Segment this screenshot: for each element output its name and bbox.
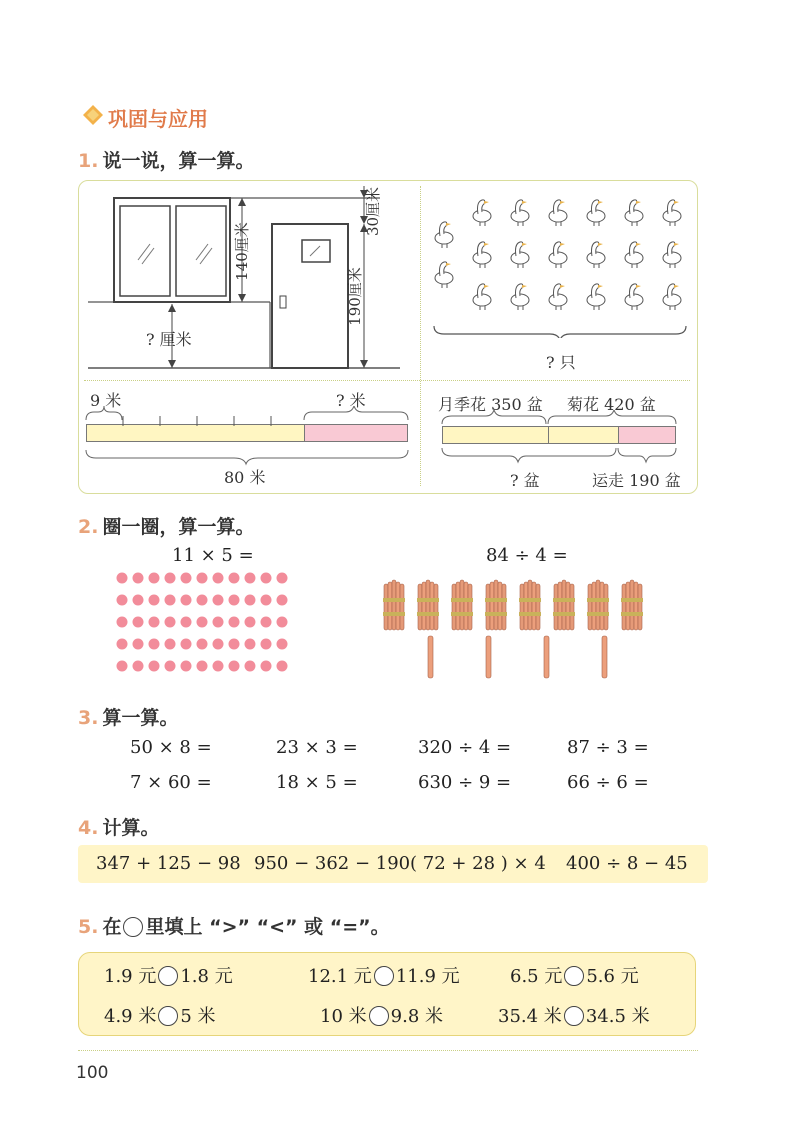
calc-item: 18 × 5 =: [276, 772, 358, 793]
answer-circle[interactable]: [374, 966, 394, 986]
section-title: 巩固与应用: [108, 107, 208, 131]
expression-item: ( 72 + 28 ) × 4: [410, 853, 546, 874]
panel-divider-horizontal: [84, 380, 690, 381]
expression-item: 950 − 362 − 190: [254, 853, 411, 874]
window-height-label: 140厘米: [232, 222, 251, 281]
answer-circle[interactable]: [564, 1006, 584, 1026]
compare-item: 12.1 元 11.9 元: [308, 966, 460, 987]
rope-part-label: 9 米: [90, 391, 122, 410]
multiply-equation: 11 × 5 =: [172, 545, 254, 566]
compare-item: 4.9 米 5 米: [104, 1006, 216, 1027]
compare-item: 35.4 米 34.5 米: [498, 1006, 650, 1027]
flowers-bar-removed: [618, 426, 676, 444]
rope-bar-used: [86, 424, 306, 442]
geese-picture: [430, 188, 690, 338]
geese-total-label: ? 只: [546, 353, 576, 372]
flowers-a-label: 月季花 350 盆: [438, 395, 543, 414]
question-5-heading: 5. 在 里填上 “>” “<” 或 “=”。: [78, 916, 390, 938]
compare-item: 6.5 元 5.6 元: [510, 966, 639, 987]
answer-circle[interactable]: [158, 966, 178, 986]
question-1-heading: 1. 说一说，算一算。: [78, 150, 255, 172]
flowers-bar-rose: [442, 426, 550, 444]
rope-bar-remaining: [304, 424, 408, 442]
footer-divider: [78, 1050, 698, 1051]
divide-equation: 84 ÷ 4 =: [486, 545, 568, 566]
question-2-heading: 2. 圈一圈，算一算。: [78, 516, 255, 538]
stick-bundles: [380, 576, 650, 680]
rope-tick-marks: [86, 416, 308, 426]
answer-circle[interactable]: [158, 1006, 178, 1026]
dots-grid: [116, 570, 300, 676]
calc-item: 66 ÷ 6 =: [567, 772, 649, 793]
answer-circle[interactable]: [369, 1006, 389, 1026]
compare-item: 10 米 9.8 米: [320, 1006, 443, 1027]
flowers-removed-label: 运走 190 盆: [592, 471, 681, 490]
compare-item: 1.9 元 1.8 元: [104, 966, 233, 987]
question-4-heading: 4. 计算。: [78, 817, 160, 839]
panel-divider-vertical: [420, 186, 421, 486]
calc-item: 50 × 8 =: [130, 737, 212, 758]
rope-total-label: 80 米: [224, 468, 266, 487]
calc-item: 630 ÷ 9 =: [418, 772, 512, 793]
calc-item: 320 ÷ 4 =: [418, 737, 512, 758]
section-title-icon: [82, 104, 104, 130]
answer-circle-icon: [123, 917, 143, 937]
answer-circle[interactable]: [564, 966, 584, 986]
flowers-bar-chrysanthemum: [548, 426, 620, 444]
expression-item: 400 ÷ 8 − 45: [566, 853, 688, 874]
flowers-b-label: 菊花 420 盆: [567, 395, 656, 414]
unknown-height-label: ? 厘米: [146, 330, 192, 349]
question-3-heading: 3. 算一算。: [78, 707, 179, 729]
door-height-label: 190厘米: [345, 267, 364, 326]
calc-item: 87 ÷ 3 =: [567, 737, 649, 758]
rope-unknown-label: ? 米: [336, 391, 366, 410]
expression-item: 347 + 125 − 98: [96, 853, 241, 874]
gap-label: 30厘米: [364, 186, 383, 237]
flowers-unknown-label: ? 盆: [510, 471, 540, 490]
calc-item: 23 × 3 =: [276, 737, 358, 758]
page-number: 100: [76, 1063, 109, 1083]
calc-item: 7 × 60 =: [130, 772, 212, 793]
